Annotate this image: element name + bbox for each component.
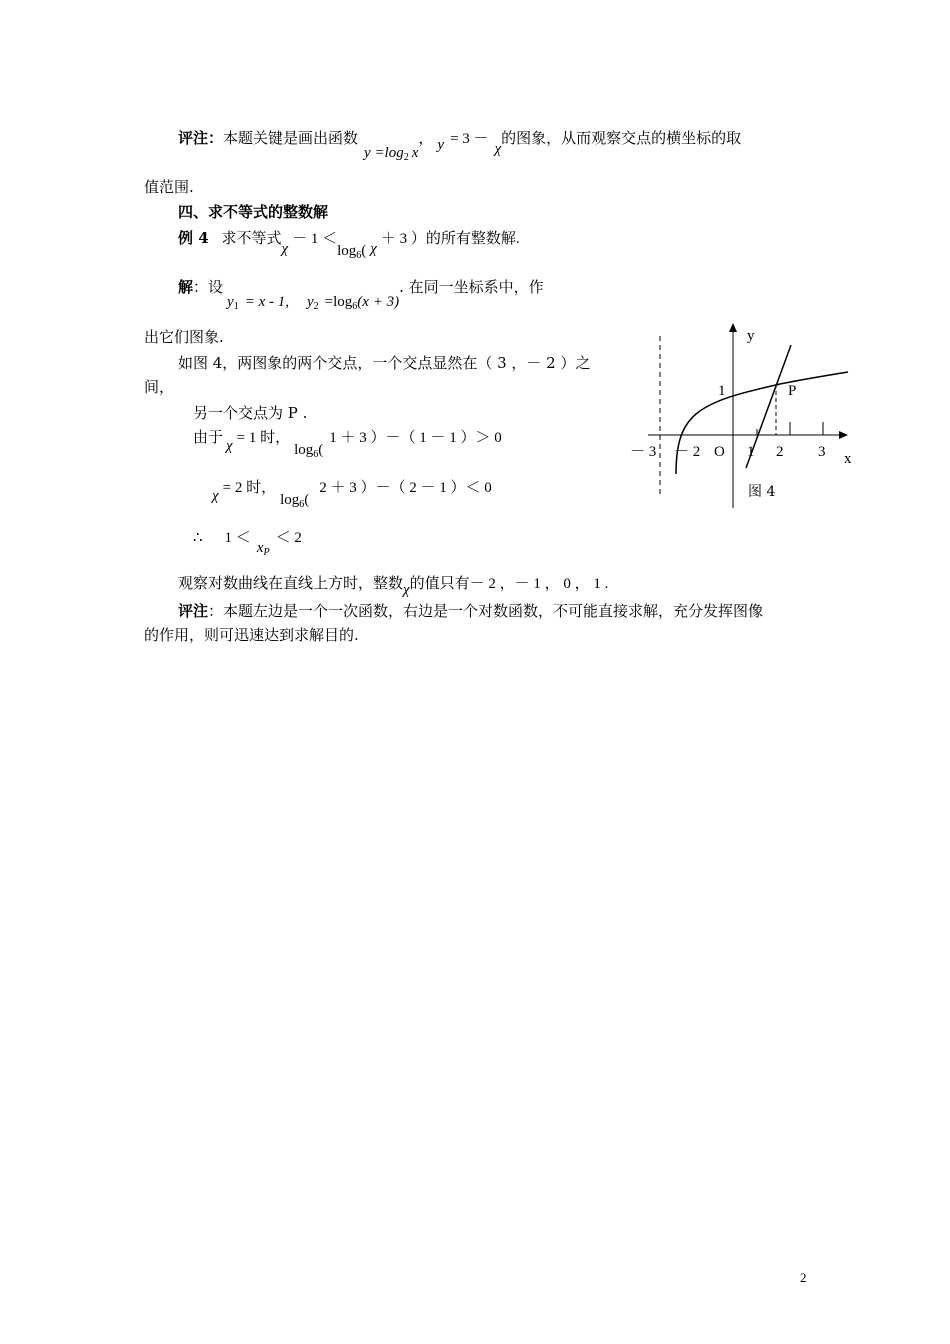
remark-1-cont: 值范围. — [144, 178, 194, 196]
therefore-symbol: ∴ — [193, 528, 203, 546]
tick-label-3: 3 — [818, 444, 826, 460]
section-heading: 四、求不等式的整数解 — [178, 203, 329, 221]
p-label: P — [788, 383, 797, 399]
tick-label-neg2: － 2 — [674, 444, 701, 460]
solution-t3: 出它们图象. — [144, 328, 224, 346]
page-number: 2 — [800, 1270, 807, 1285]
remark-label: 评注： — [178, 129, 224, 147]
x-axis-label: x — [844, 451, 852, 467]
solution-t4: 如图 4，两图象的两个交点，一个交点显然在（ 3 ，－ 2 ）之 — [178, 354, 591, 372]
remark-1: 评注：本题关键是画出函数$y =\log_2$ x， y = 3 －χ的图象，从而观察交点的横坐标的取 — [178, 129, 742, 163]
figure-caption: 图 4 — [748, 484, 776, 500]
calc-line-2: χ = 2 时，$\log_6(2 + 3$ ）－（ 2 － 1 ）＜ 0 — [212, 480, 492, 510]
figure-4 — [620, 318, 880, 518]
solution-line: 解：设$y_1 = x - 1$, $y_2 =\log_6(x + 3)$. 在同一坐标系中，作 — [178, 278, 544, 312]
x-axis-arrow — [839, 431, 848, 439]
solution-t7: 观察对数曲线在直线上方时，整数χ的值只有－ 2 ，－ 1 ， 0 ， 1 . — [178, 574, 609, 598]
calc-line-3: ∴ $1 <x_P< 2$ — [193, 528, 302, 558]
y-axis-arrow — [729, 323, 737, 332]
origin-label: O — [714, 444, 725, 460]
y-axis-label: y — [747, 328, 755, 344]
solution-label: 解 — [178, 278, 194, 296]
example-4: 例 4 求不等式$\chi- 1 <\log_6$( χ＋ 3 ）的所有整数解. — [178, 229, 520, 261]
tick-label-1: 1 — [747, 444, 755, 460]
solution-t6: 另一个交点为 P . — [193, 404, 308, 422]
calc-line-1: 由于 χ = 1 时，$\log_6(1 + 3$ ）－（ 1 － 1 ）＞ 0 — [193, 428, 502, 460]
remark-2-cont: 的作用，则可迅速达到求解目的. — [144, 626, 359, 644]
one-label: 1 — [718, 383, 726, 399]
tick-label-neg3: － 3 — [630, 444, 657, 460]
solution-t5: 间， — [144, 378, 175, 396]
remark-2: 评注：本题左边是一个一次函数，右边是一个对数函数，不可能直接求解，充分发挥图像 — [178, 602, 764, 620]
tick-label-2: 2 — [776, 444, 784, 460]
remark-2-label: 评注 — [178, 602, 209, 620]
example-label: 例 4 — [178, 229, 209, 247]
